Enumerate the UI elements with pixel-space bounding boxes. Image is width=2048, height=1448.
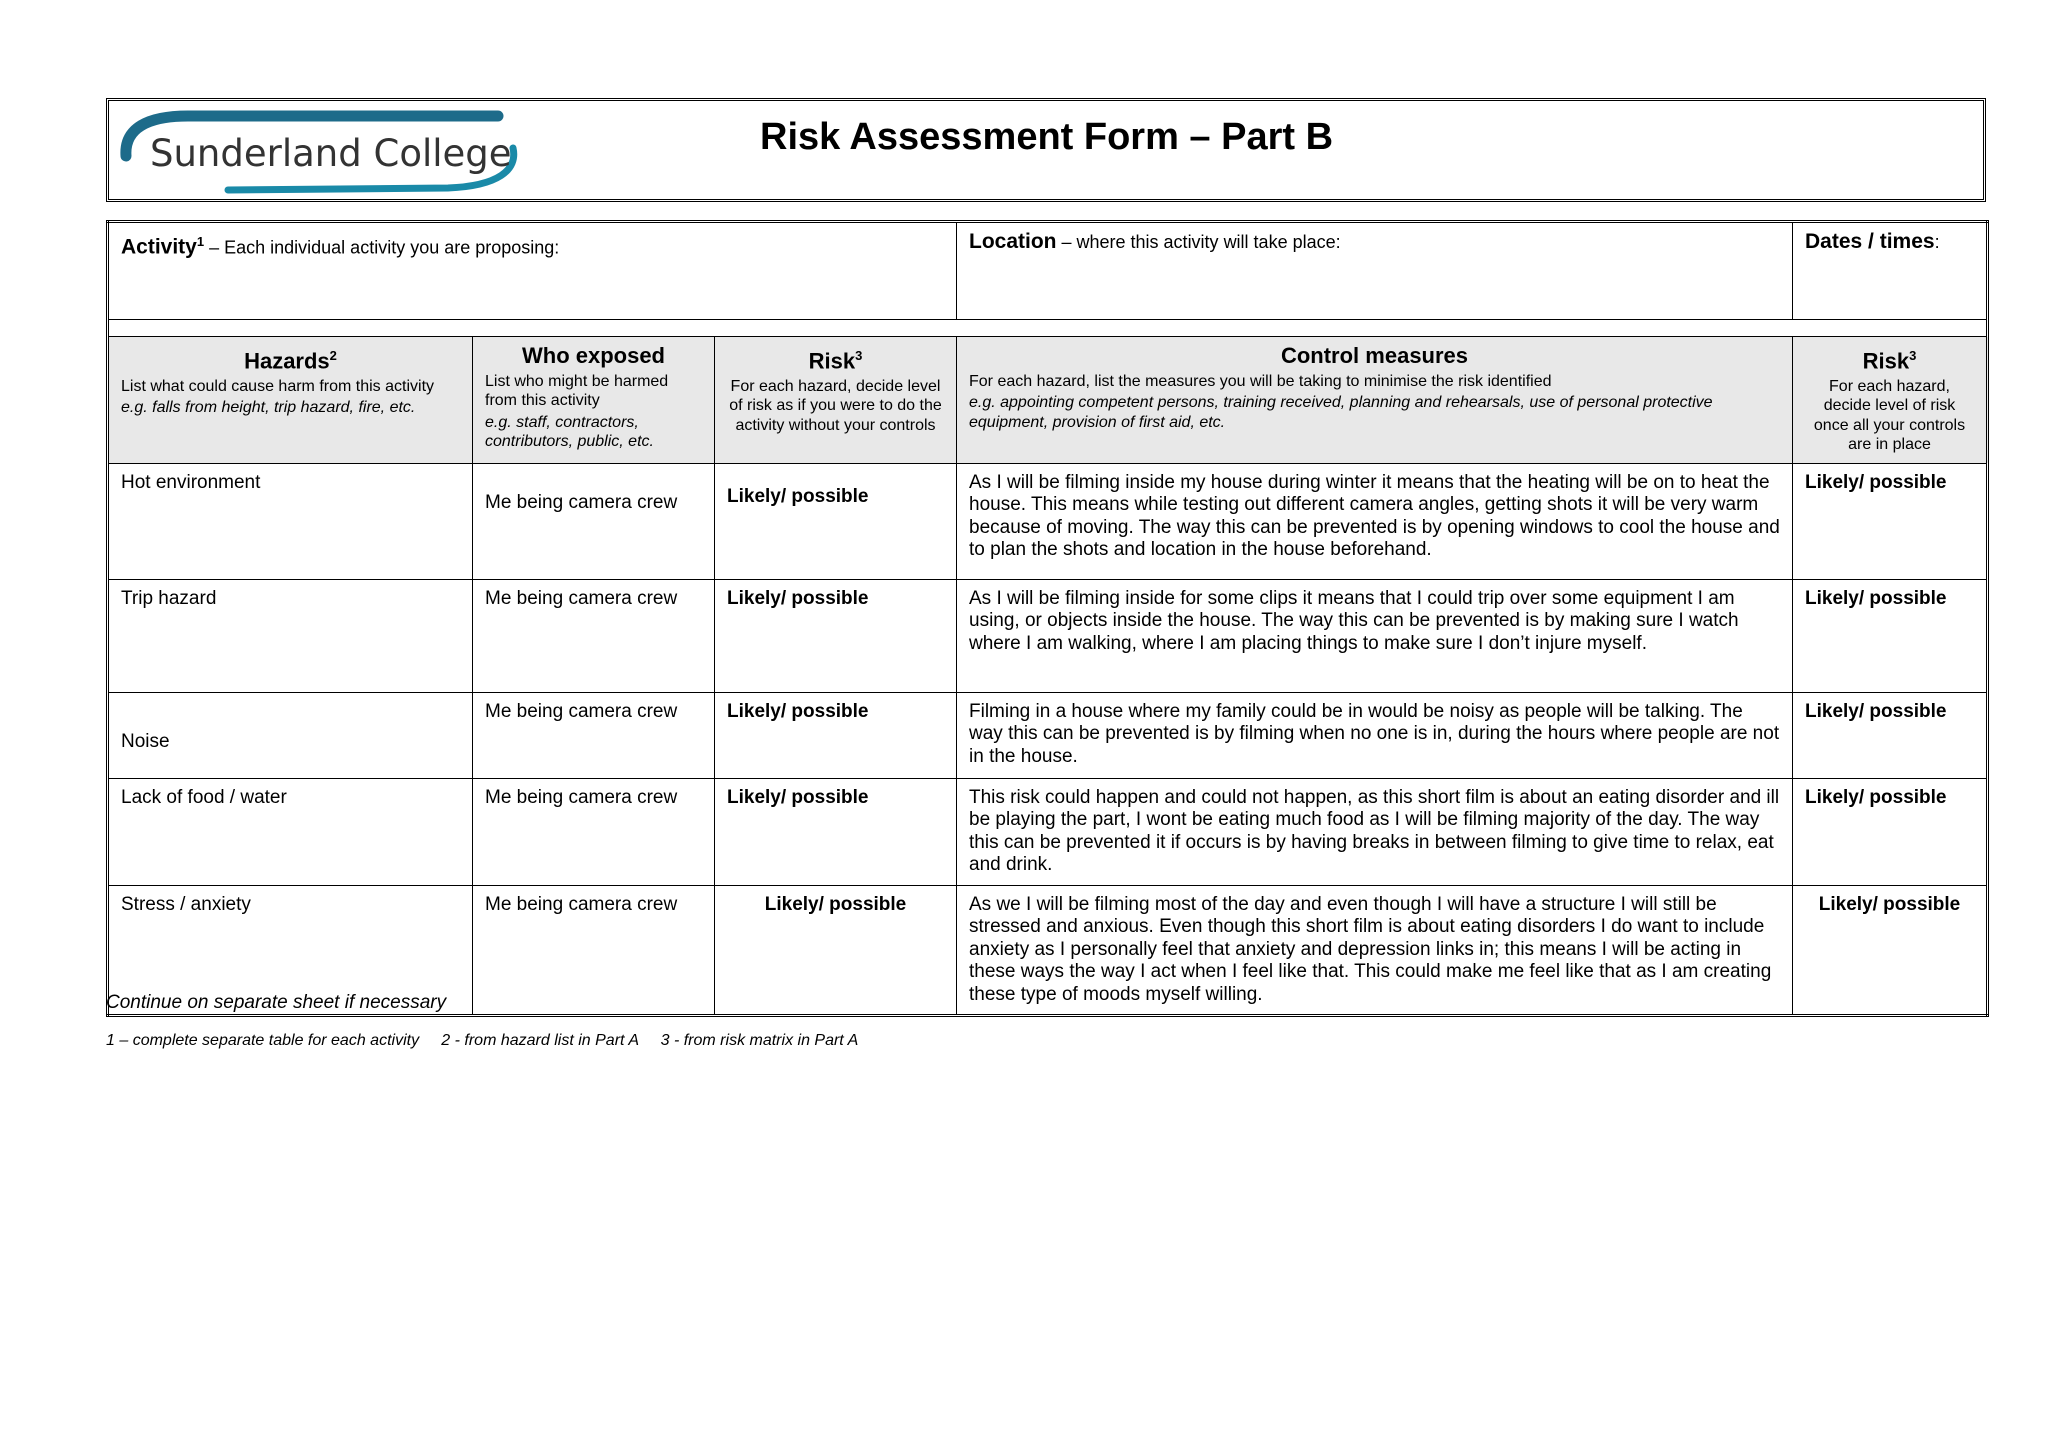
location-cell — [957, 222, 1793, 320]
who-text: Me being camera crew — [485, 491, 678, 513]
risk-before-cell: Likely/ possible — [715, 885, 957, 1016]
control-cell: As we I will be filming most of the day and even though I will have a structure I will still be stressed and anxious. Even though this short film is about eating disorders I do want to include anxiety as I personally feel that anxiety and depression links in; this means I will be acting in these ways the way I act when I feel like that. This could make me feel like that as I am creating these type of moods myself willing. — [957, 885, 1793, 1016]
table-row — [108, 778, 1988, 885]
risk-before-title: Risk — [808, 348, 856, 374]
risk-after-header — [1793, 337, 1988, 464]
who-cell: Me being camera crew — [473, 692, 715, 778]
page-title: Risk Assessment Form – Part B — [760, 116, 1334, 158]
dates-cell — [1793, 222, 1988, 320]
controls-example: e.g. appointing competent persons, training received, planning and rehearsals, use of personal protective equipment, provision of first aid, etc. — [969, 394, 1713, 431]
risk-before-value: Likely/ possible — [727, 485, 869, 507]
control-cell: As I will be filming inside for some clips it means that I could trip over some equipment I am using, or objects inside the house. The way this can be prevented is by making sure I watch where I am walking, where I am placing things to make sure I don’t injure myself. — [957, 579, 1793, 692]
risk-before-description: For each hazard, decide level of risk as if you were to do the activity without your controls — [729, 377, 942, 434]
activity-footnote-ref: 1 — [196, 234, 205, 249]
hazards-description: List what could cause harm from this activity — [121, 377, 435, 395]
control-cell: Filming in a house where my family could be in would be noisy as people will be talking. The way this can be prevented is by filming when no one is in, during the hours where people are not in the house. — [957, 692, 1793, 778]
dates-label: Dates / times — [1805, 230, 1935, 253]
risk-after-footnote-ref: 3 — [1909, 348, 1917, 363]
risk-before-cell: Likely/ possible — [715, 692, 957, 778]
activity-row — [108, 222, 1988, 320]
activity-description: – Each individual activity you are proposing: — [204, 237, 560, 258]
table-row — [108, 579, 1988, 692]
hazard-cell: Hot environment — [108, 463, 473, 579]
hazards-example: e.g. falls from height, trip hazard, fire, etc. — [121, 399, 416, 417]
control-cell: This risk could happen and could not happen, as this short film is about an eating disorder and ill be playing the part, I wont be eating much food as I will be filming majority of the day. The way this can be prevented it if occurs is by having breaks in between filming to give time to relax, eat and drink. — [957, 778, 1793, 885]
footnotes: 1 – complete separate table for each activity 2 - from hazard list in Part A 3 - from risk matrix in Part A — [106, 1032, 859, 1049]
hazards-header — [108, 337, 473, 464]
hazard-cell: Trip hazard — [108, 579, 473, 692]
risk-after-title: Risk — [1862, 348, 1910, 374]
who-header — [473, 337, 715, 464]
location-description: – where this activity will take place: — [1056, 232, 1341, 252]
risk-assessment-table — [106, 220, 1989, 1017]
risk-after-description: For each hazard, decide level of risk once all your controls are in place — [1813, 377, 1966, 454]
who-cell: Me being camera crew — [473, 579, 715, 692]
activity-cell — [108, 222, 957, 320]
hazard-cell — [108, 692, 473, 778]
risk-after-cell: Likely/ possible — [1793, 778, 1988, 885]
risk-before-cell: Likely/ possible — [715, 778, 957, 885]
controls-title: Control measures — [1280, 343, 1469, 368]
column-header-row — [108, 337, 1988, 464]
control-cell: As I will be filming inside my house during winter it means that the heating will be on to heat the house. This means while testing out different camera angles, getting shots it will be very warm because of moving. The way this can be prevented is by opening windows to cool the house and to plan the shots and location in the house beforehand. — [957, 463, 1793, 579]
risk-after-cell: Likely/ possible — [1793, 579, 1988, 692]
dates-colon: : — [1934, 232, 1940, 252]
continue-note: Continue on separate sheet if necessary — [106, 992, 447, 1013]
risk-after-cell: Likely/ possible — [1793, 885, 1988, 1016]
hazards-title: Hazards — [244, 348, 330, 374]
controls-description: For each hazard, list the measures you will be taking to minimise the risk identified — [969, 372, 1552, 390]
who-cell: Me being camera crew — [473, 885, 715, 1016]
who-description: List who might be harmed from this activity — [485, 372, 669, 409]
risk-before-cell — [715, 463, 957, 579]
who-cell — [473, 463, 715, 579]
controls-header — [957, 337, 1793, 464]
who-example: e.g. staff, contractors, contributors, public, etc. — [485, 413, 654, 450]
who-title: Who exposed — [521, 343, 665, 368]
risk-before-cell: Likely/ possible — [715, 579, 957, 692]
separator-row — [108, 320, 1988, 337]
activity-label: Activity — [121, 235, 197, 259]
college-logo — [118, 108, 528, 198]
risk-after-cell: Likely/ possible — [1793, 463, 1988, 579]
hazard-text: Noise — [121, 730, 170, 752]
svg-text:Sunderland College: Sunderland College — [150, 132, 512, 175]
who-cell: Me being camera crew — [473, 778, 715, 885]
hazard-cell: Lack of food / water — [108, 778, 473, 885]
risk-before-header — [715, 337, 957, 464]
hazard-cell: Stress / anxiety — [108, 885, 473, 1016]
table-row — [108, 463, 1988, 579]
risk-after-cell: Likely/ possible — [1793, 692, 1988, 778]
location-label: Location — [969, 230, 1057, 253]
table-row — [108, 692, 1988, 778]
risk-before-footnote-ref: 3 — [855, 348, 863, 363]
hazards-footnote-ref: 2 — [329, 348, 337, 363]
